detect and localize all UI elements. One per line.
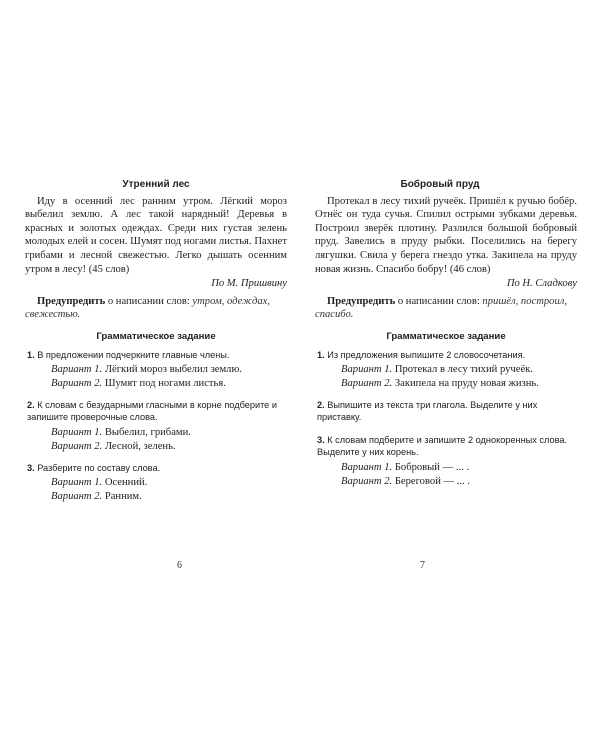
page-number-left: 6: [177, 560, 182, 571]
variant-text: Осенний.: [102, 477, 148, 489]
warning-text: о написании слов:: [395, 295, 483, 307]
variant-label: Вариант 2.: [51, 440, 103, 452]
task-3: [315, 434, 577, 459]
grammar-task-title: Грамматическое задание: [96, 330, 216, 342]
task-1-variant-2: [25, 377, 287, 391]
spelling-warning: [25, 295, 287, 322]
warning-label: Предупредить: [327, 295, 396, 307]
variant-label: Вариант 2.: [341, 377, 393, 389]
warning-words: пришёл, построил, спасибо.: [315, 295, 568, 321]
task-text: Выпишите из текста три глагола. Выделите у них приставку.: [317, 399, 538, 423]
right-page: [315, 178, 577, 489]
task-number: 1.: [27, 349, 35, 360]
variant-text: Протекал в лесу тихий ручеёк.: [392, 363, 533, 375]
variant-text: Береговой — ... .: [392, 475, 471, 487]
variant-text: Выбелил, грибами.: [102, 426, 191, 438]
warning-label: Предупредить: [37, 295, 106, 307]
variant-label: Вариант 2.: [341, 475, 393, 487]
task-1: [315, 349, 577, 361]
variant-label: Вариант 2.: [51, 491, 103, 503]
text-author: По М. Пришвину: [211, 278, 287, 290]
task-3: [25, 462, 287, 474]
task-1-variant-1: [25, 363, 287, 377]
task-2: [315, 399, 577, 424]
dictation-text: Протекал в лесу тихий ручеёк. Пришёл к ручью бобёр. Отнёс он туда сучья. Спилил острыми зубками деревья. Построил зверёк плотину. Разлился большой бобровый пруд. Завелись в пруду рыбки. Поселились на берегу лягушки. Свила у берега гнездо утка. Закипела на пруду новая жизнь. Спасибо бобру! (46 слов): [315, 195, 577, 275]
task-number: 3.: [317, 434, 325, 445]
dictation-text: Иду в осенний лес ранним утром. Лёгкий мороз выбелил землю. А лес такой нарядный! Деревья в красных и золотых одеждах. Среди них густая зелень молодых елей и сосен. Шумят под ногами листья. Пахнет грибами и лесной свежестью. Легко дышать осенним утром в лесу! (45 слов): [25, 195, 287, 275]
task-3-variant-2: [315, 475, 577, 489]
task-3-variant-1: [315, 461, 577, 475]
task-1-variant-2: [315, 377, 577, 391]
task-1: [25, 349, 287, 361]
task-1-variant-1: [315, 363, 577, 377]
variant-label: Вариант 2.: [51, 377, 103, 389]
task-2: [25, 399, 287, 424]
task-text: Из предложения выпишите 2 словосочетания.: [324, 349, 526, 360]
variant-label: Вариант 1.: [51, 363, 103, 375]
variant-text: Закипела на пруду новая жизнь.: [392, 377, 539, 389]
variant-text: Ранним.: [102, 491, 142, 503]
text-title: Утренний лес: [122, 179, 190, 190]
spelling-warning: [315, 295, 577, 322]
task-3-variant-2: [25, 490, 287, 504]
task-text: К словам подберите и запишите 2 однокоренных слова. Выделите у них корень.: [317, 434, 568, 458]
variant-label: Вариант 1.: [51, 477, 103, 489]
task-number: 2.: [27, 399, 35, 410]
variant-label: Вариант 1.: [51, 426, 103, 438]
text-author: По Н. Сладкову: [506, 278, 577, 290]
task-2-variant-2: [25, 440, 287, 454]
task-2-variant-1: [25, 426, 287, 440]
task-number: 3.: [27, 462, 35, 473]
warning-text: о написании слов:: [105, 295, 193, 307]
task-number: 1.: [317, 349, 325, 360]
warning-words: утром, одеждах, свежестью.: [25, 295, 270, 321]
variant-text: Бобровый — ... .: [392, 461, 470, 473]
task-3-variant-1: [25, 476, 287, 490]
task-number: 2.: [317, 399, 325, 410]
left-page: [25, 178, 287, 504]
task-text: В предложении подчеркните главные члены.: [34, 349, 230, 360]
grammar-task-title: Грамматическое задание: [386, 330, 506, 342]
task-text: Разберите по составу слова.: [34, 462, 161, 473]
variant-text: Лесной, зелень.: [102, 440, 176, 452]
variant-text: Лёгкий мороз выбелил землю.: [102, 363, 243, 375]
task-text: К словам с безударными гласными в корне подберите и запишите проверочные слова.: [27, 399, 277, 423]
variant-label: Вариант 1.: [341, 461, 393, 473]
variant-text: Шумят под ногами листья.: [102, 377, 226, 389]
page-number-right: 7: [420, 560, 425, 571]
variant-label: Вариант 1.: [341, 363, 393, 375]
text-title: Бобровый пруд: [400, 179, 480, 190]
